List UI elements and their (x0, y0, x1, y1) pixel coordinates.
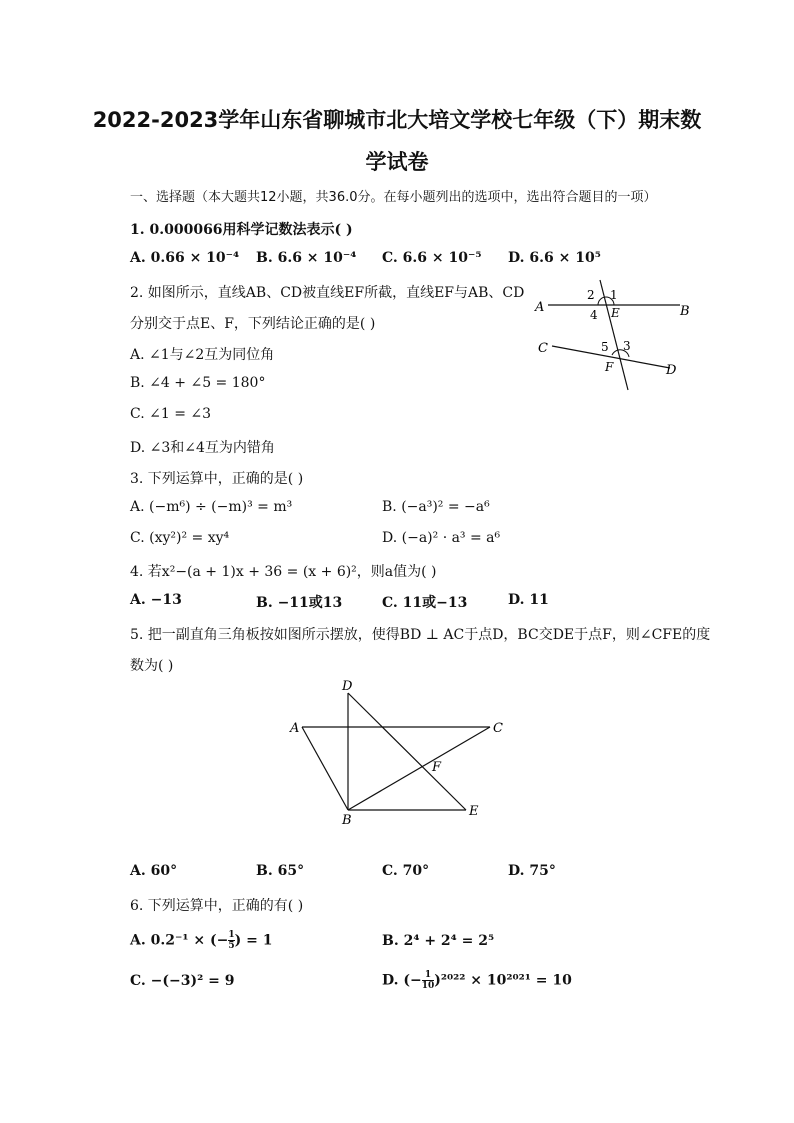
q5-figure (280, 676, 520, 826)
label-d: D (342, 679, 353, 694)
q2-option-a[interactable]: A. ∠1与∠2互为同位角 (130, 347, 275, 363)
q6-option-b[interactable]: B. 2⁴ + 2⁴ = 2⁵ (382, 933, 495, 949)
q4-option-b[interactable]: B. −11或13 (256, 595, 343, 611)
label-b: B (342, 813, 352, 826)
label-a: A (290, 721, 300, 736)
segment-ab (302, 727, 348, 810)
q6-a-prefix: A. 0.2⁻¹ × (− (130, 932, 229, 949)
q3-option-d[interactable]: D. (−a)² · a³ = a⁶ (382, 530, 501, 546)
q5-option-c[interactable]: C. 70° (382, 863, 430, 879)
label-a: A (535, 300, 545, 315)
section-heading: 一、选择题（本大题共12小题，共36.0分。在每小题列出的选项中，选出符合题目的一项） (130, 190, 657, 205)
q6-option-a[interactable] (130, 930, 272, 951)
q1-option-c[interactable]: C. 6.6 × 10⁻⁵ (382, 250, 482, 266)
q6-d-suffix: )²⁰²² × 10²⁰²¹ = 10 (434, 972, 572, 989)
q1-stem: 1. 0.000066用科学记数法表示( ) (130, 222, 353, 238)
q5-stem-line-2: 数为( ) (130, 658, 174, 674)
q1-option-b[interactable]: B. 6.6 × 10⁻⁴ (256, 250, 357, 266)
q3-option-c[interactable]: C. (xy²)² = xy⁴ (130, 530, 230, 546)
q6-d-prefix: D. (− (382, 972, 422, 989)
label-b: B (680, 304, 690, 319)
q6-stem: 6. 下列运算中，正确的有( ) (130, 898, 304, 914)
angle-label-3: 3 (623, 339, 631, 353)
fraction-denominator: 5 (228, 941, 235, 951)
q5-option-a[interactable]: A. 60° (130, 863, 178, 879)
label-f: F (605, 360, 614, 374)
fraction-numerator: 1 (424, 970, 432, 980)
q2-option-b[interactable]: B. ∠4 + ∠5 = 180° (130, 375, 266, 391)
q2-stem-line-2: 分别交于点E、F，下列结论正确的是( ) (130, 316, 376, 332)
q6-a-suffix: ) = 1 (234, 932, 273, 949)
q4-option-c[interactable]: C. 11或−13 (382, 595, 468, 611)
angle-label-1: 1 (610, 288, 618, 302)
fraction-denominator: 10 (421, 981, 435, 991)
label-e: E (469, 804, 479, 819)
label-f: F (432, 760, 442, 775)
label-d: D (666, 363, 677, 378)
q2-option-d[interactable]: D. ∠3和∠4互为内错角 (130, 440, 275, 456)
angle-label-5: 5 (601, 340, 609, 354)
q3-option-b[interactable]: B. (−a³)² = −a⁶ (382, 499, 490, 515)
q3-stem: 3. 下列运算中，正确的是( ) (130, 471, 304, 487)
q2-option-c[interactable]: C. ∠1 = ∠3 (130, 406, 212, 422)
fraction-numerator: 1 (228, 930, 235, 940)
q2-stem-line-1: 2. 如图所示，直线AB、CD被直线EF所截，直线EF与AB、CD (130, 285, 525, 301)
q5-option-b[interactable]: B. 65° (256, 863, 305, 879)
q5-option-d[interactable]: D. 75° (508, 863, 556, 879)
q4-stem: 4. 若x²−(a + 1)x + 36 = (x + 6)²，则a值为( ) (130, 564, 437, 580)
title-line-2: 学试卷 (365, 150, 429, 174)
q4-option-d[interactable]: D. 11 (508, 592, 549, 608)
q3-option-a[interactable]: A. (−m⁶) ÷ (−m)³ = m³ (130, 499, 293, 515)
title-line-1: 2022-2023学年山东省聊城市北大培文学校七年级（下）期末数 (92, 108, 702, 132)
label-c: C (493, 721, 503, 736)
q6-d-fraction (422, 970, 435, 991)
q6-option-d[interactable] (382, 970, 572, 991)
q1-option-a[interactable]: A. 0.66 × 10⁻⁴ (130, 250, 240, 266)
q6-option-c[interactable]: C. −(−3)² = 9 (130, 973, 235, 989)
angle-label-4: 4 (590, 308, 598, 322)
q5-stem-line-1: 5. 把一副直角三角板按如图所示摆放，使得BD ⊥ AC于点D，BC交DE于点F，则∠CFE的度 (130, 627, 711, 643)
q4-option-a[interactable]: A. −13 (130, 592, 182, 608)
q2-figure (530, 278, 700, 394)
angle-label-2: 2 (587, 288, 595, 302)
q1-option-d[interactable]: D. 6.6 × 10⁵ (508, 250, 601, 266)
segment-bc (348, 727, 490, 810)
label-e: E (611, 306, 620, 320)
label-c: C (538, 341, 548, 356)
